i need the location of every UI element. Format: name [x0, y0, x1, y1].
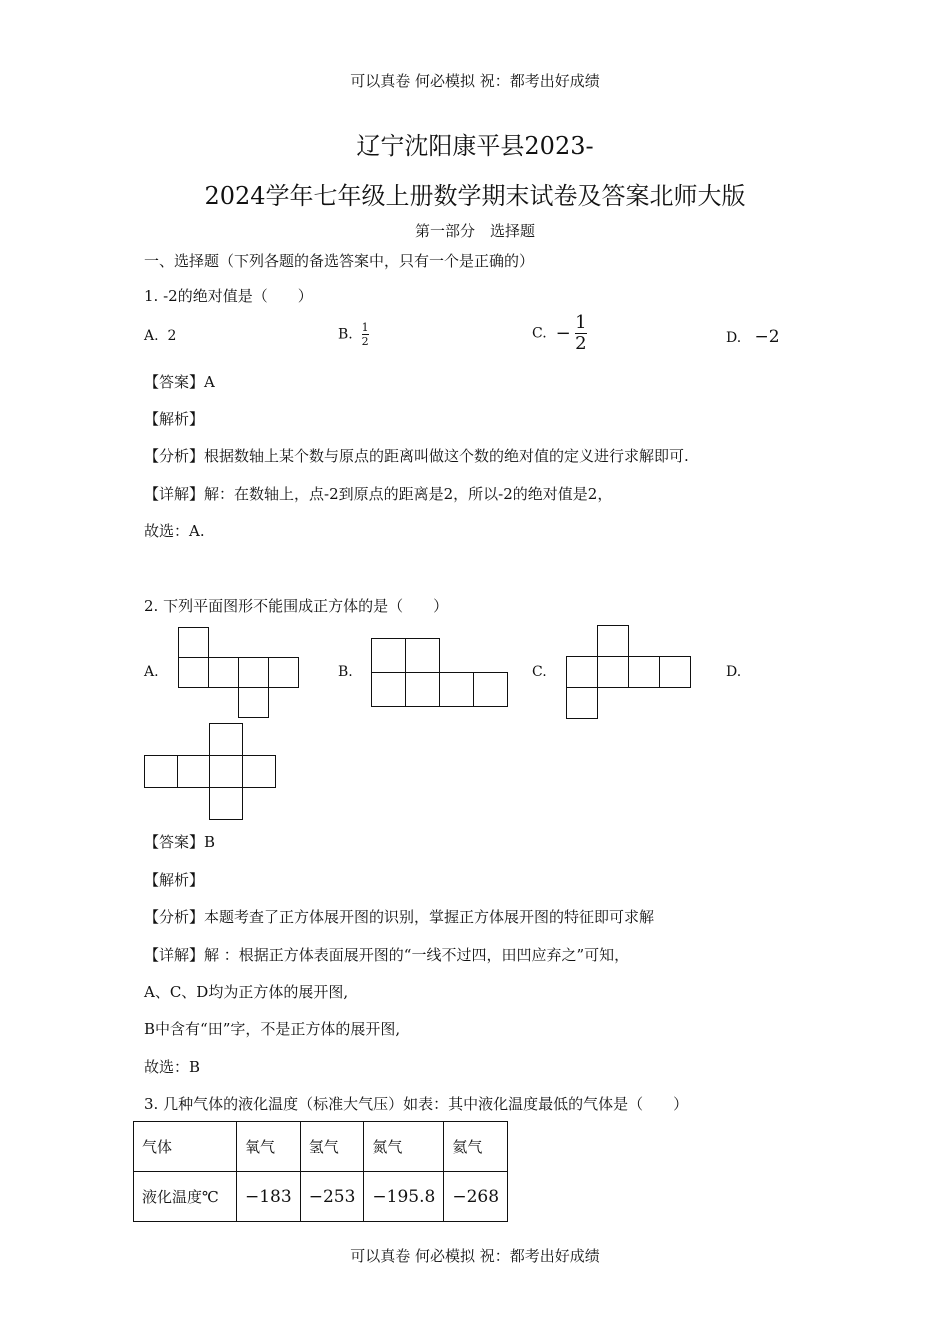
table-row: [134, 1122, 508, 1172]
page-footer: 可以真卷 何必模拟 祝：都考出好成绩: [350, 1247, 600, 1265]
page-header: 可以真卷 何必模拟 祝：都考出好成绩: [350, 72, 600, 90]
table-cell: −195.8: [364, 1172, 444, 1222]
q1-analysis-label: 【解析】: [144, 410, 205, 428]
q1-option-c: [532, 314, 587, 353]
q1-option-d-value: −2: [754, 327, 780, 347]
q3-gas-table: [133, 1121, 508, 1222]
q1-option-a-label: A.: [144, 328, 159, 344]
q2-conclusion: 故选：B: [144, 1058, 201, 1076]
table-cell: 液化温度℃: [134, 1172, 237, 1222]
table-cell: 氢气: [300, 1122, 364, 1172]
q2-detail: 【详解】解 ：根据正方体表面展开图的“一线不过四，田凹应弃之”可知，: [144, 946, 630, 964]
q2-option-d-label: D.: [726, 664, 742, 680]
q1-option-a-value: 2: [167, 328, 177, 344]
q2-answer: 【答案】B: [144, 833, 216, 851]
part-title: 第一部分 选择题: [414, 222, 535, 240]
table-cell: −268: [444, 1172, 508, 1222]
q1-option-c-denominator: 2: [575, 333, 587, 354]
q1-option-d: [726, 327, 780, 347]
q1-option-c-sign: −: [555, 323, 571, 344]
q1-option-c-fraction: [575, 314, 586, 353]
q1-conclusion: 故选：A.: [144, 522, 205, 540]
q1-option-a: [144, 328, 176, 344]
q1-detail: 【详解】解：在数轴上，点-2到原点的距离是2，所以-2的绝对值是2，: [144, 485, 613, 503]
q2-analysis-label: 【解析】: [144, 871, 205, 889]
q1-option-b-numerator: 1: [361, 321, 369, 334]
q1-option-d-label: D.: [726, 330, 742, 346]
q2-analysis: 【分析】本题考查了正方体展开图的识别，掌握正方体展开图的特征即可求解: [144, 908, 655, 926]
q1-option-b-fraction: [362, 322, 369, 347]
q2-stem: 2. 下列平面图形不能围成正方体的是（ ）: [144, 597, 449, 615]
title-line-1: 辽宁沈阳康平县2023-: [356, 132, 594, 160]
q2-option-b-label: B.: [338, 664, 353, 680]
title-line-2: 2024学年七年级上册数学期末试卷及答案北师大版: [204, 182, 746, 210]
q2-option-a-label: A.: [144, 664, 159, 680]
table-cell: 氦气: [444, 1122, 508, 1172]
q2-option-c-label: C.: [532, 664, 547, 680]
table-cell: 气体: [134, 1122, 237, 1172]
q3-stem: 3. 几种气体的液化温度（标准大气压）如表：其中液化温度最低的气体是（ ）: [144, 1095, 689, 1113]
q1-option-b-label: B.: [338, 326, 353, 343]
q1-option-c-numerator: 1: [575, 312, 587, 333]
q1-stem: 1. -2的绝对值是（ ）: [144, 287, 313, 305]
q1-option-c-label: C.: [532, 325, 547, 342]
q1-option-b-denominator: 2: [361, 335, 369, 348]
q1-analysis: 【分析】根据数轴上某个数与原点的距离叫做这个数的绝对值的定义进行求解即可.: [144, 447, 689, 465]
section-heading: 一、选择题（下列各题的备选答案中，只有一个是正确的）: [144, 252, 535, 270]
table-cell: −253: [300, 1172, 364, 1222]
table-cell: −183: [237, 1172, 301, 1222]
table-row: [134, 1172, 508, 1222]
q1-answer: 【答案】A: [144, 373, 215, 391]
q2-line-3: B中含有“田”字，不是正方体的展开图,: [144, 1020, 401, 1038]
table-cell: 氮气: [364, 1122, 444, 1172]
q2-line-2: A、C、D均为正方体的展开图,: [144, 983, 349, 1001]
table-cell: 氧气: [237, 1122, 301, 1172]
q1-option-b: [338, 322, 369, 347]
